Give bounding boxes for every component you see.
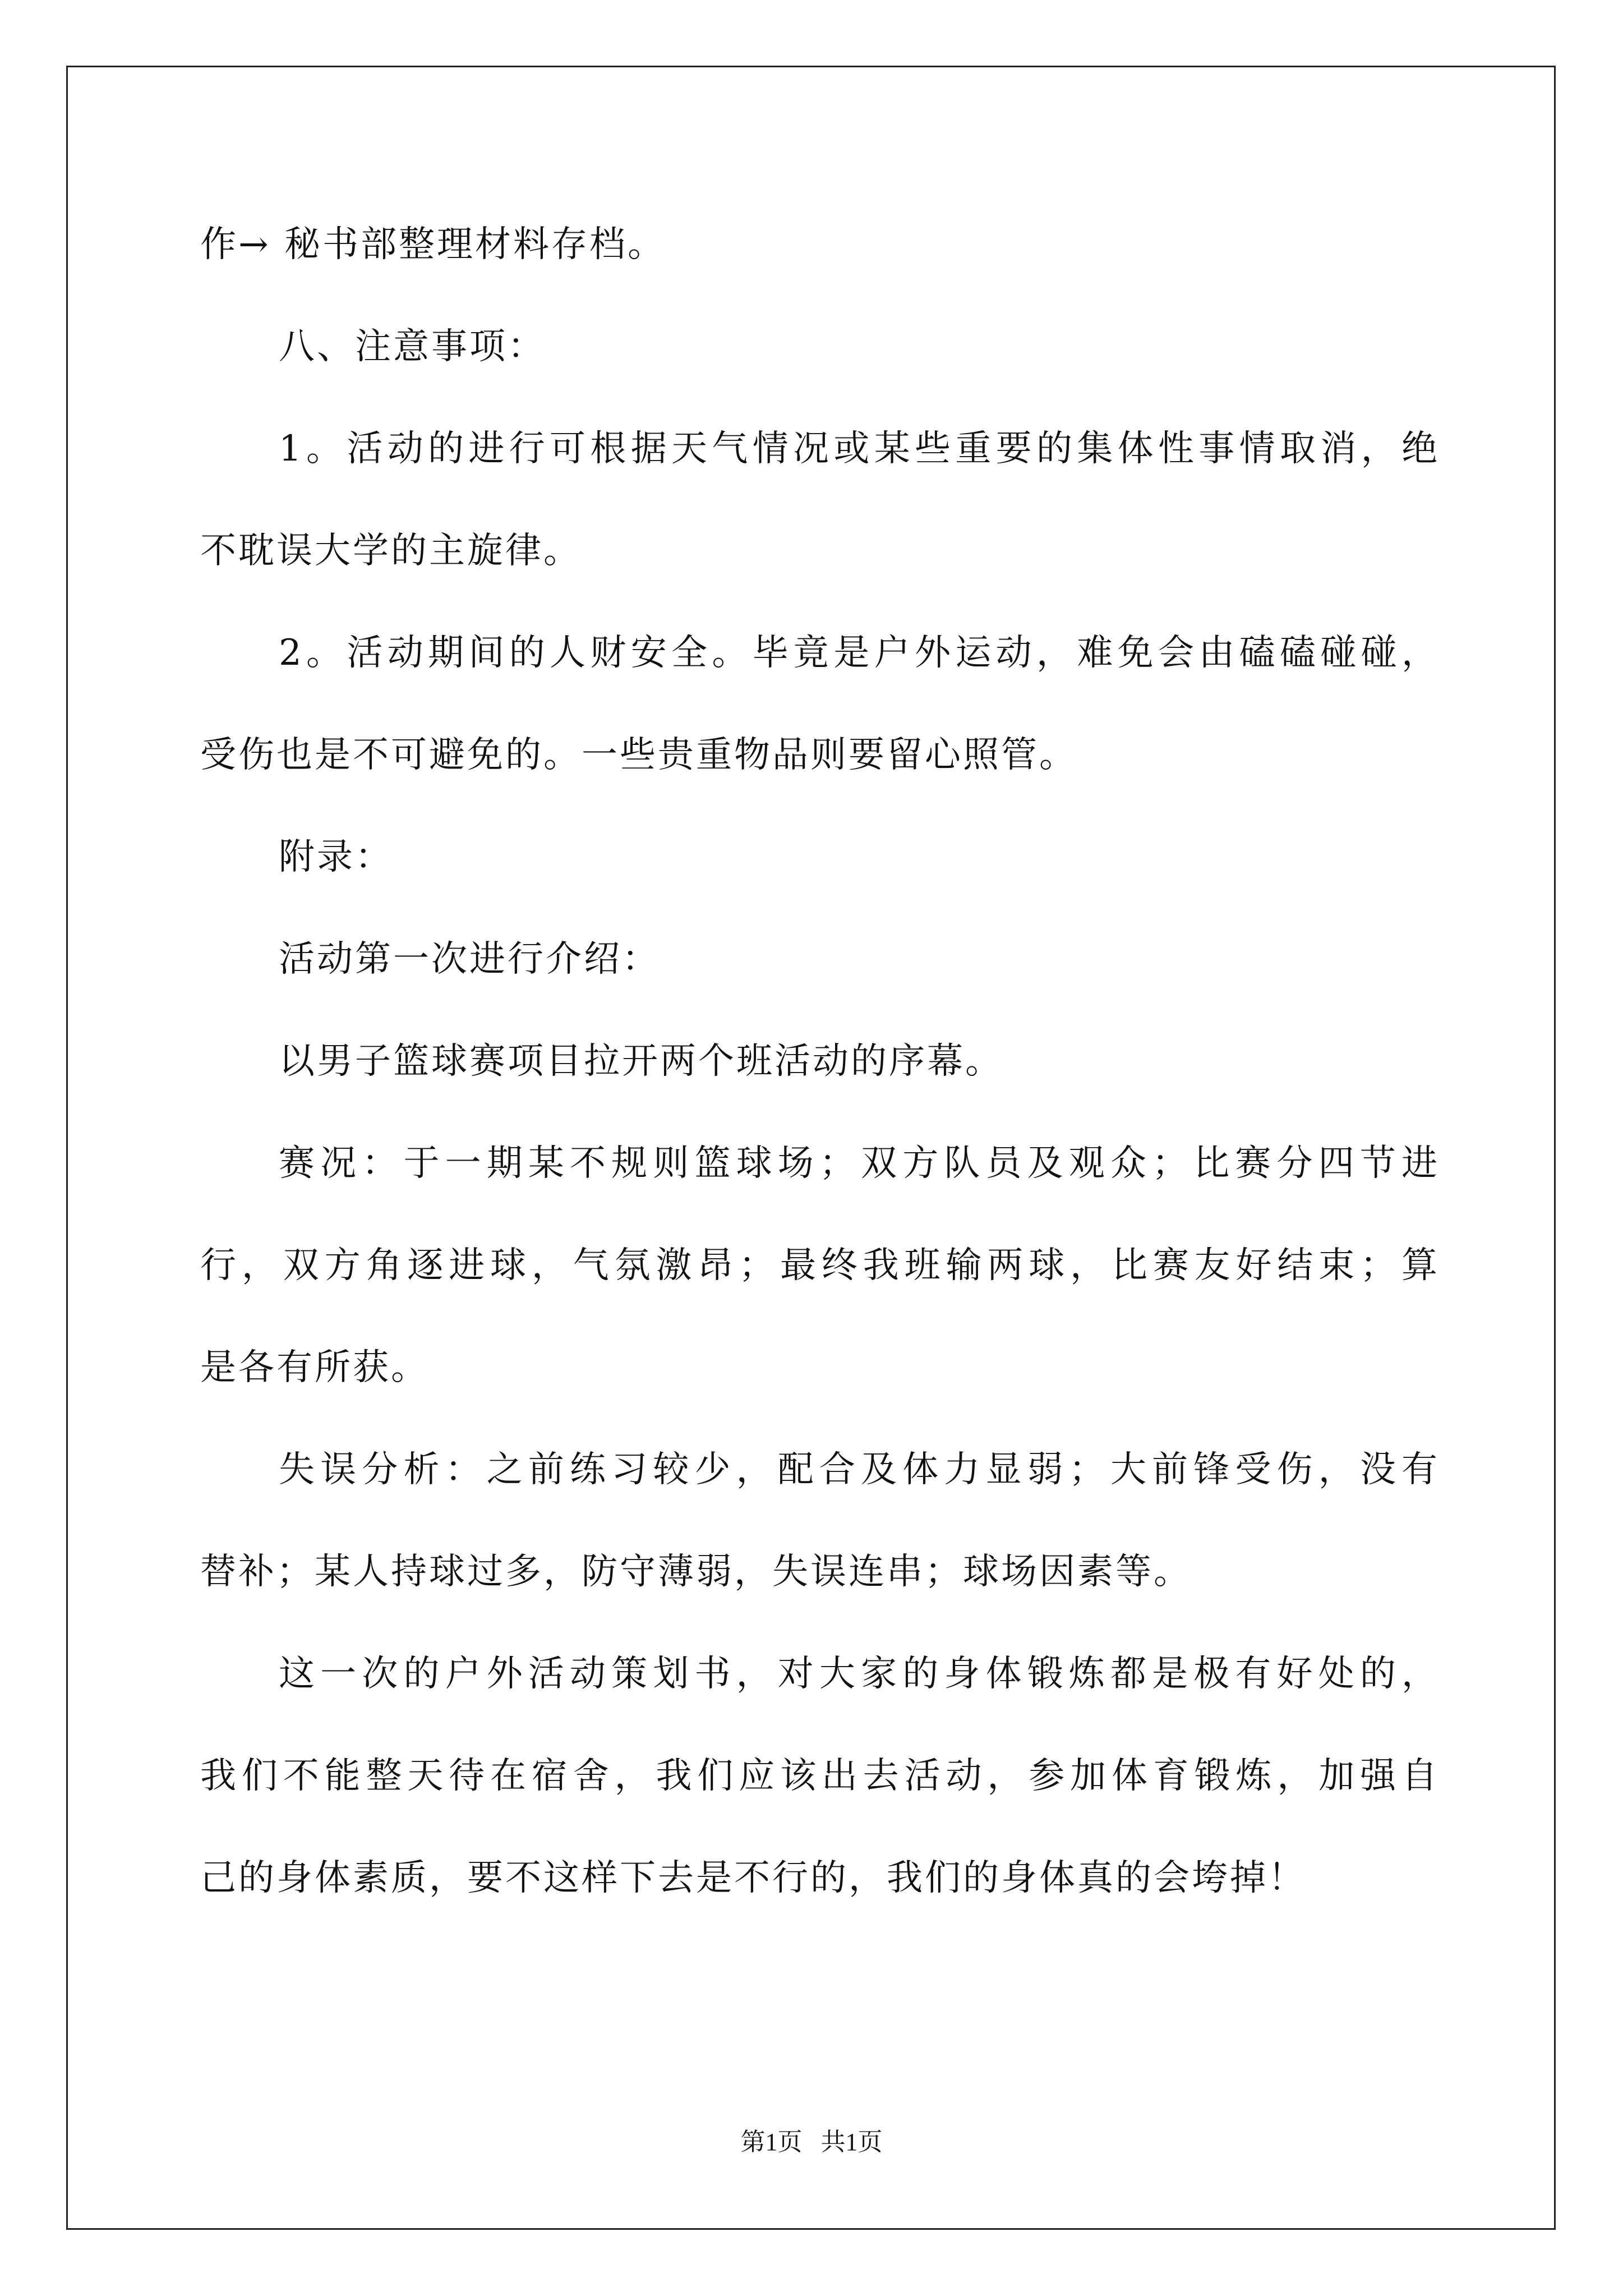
paragraph-line: 活动第一次进行介绍：: [279, 938, 660, 980]
paragraph-line: 赛况：于一期某不规则篮球场；双方队员及观众；比赛分四节进: [279, 1143, 1440, 1184]
paragraph-line: 失误分析：之前练习较少，配合及体力显弱；大前锋受伤，没有: [279, 1449, 1440, 1490]
page-footer: 第1页 共1页: [740, 2128, 883, 2156]
paragraph-line: 2。活动期间的人财安全。毕竟是户外运动，难免会由磕磕碰碰，: [279, 632, 1440, 674]
paragraph-line: 以男子篮球赛项目拉开两个班活动的序幕。: [279, 1041, 1003, 1082]
section-heading-notes: 八、注意事项：: [279, 326, 546, 367]
paragraph-line: 不耽误大学的主旋律。: [200, 530, 582, 572]
section-heading-appendix: 附录：: [279, 836, 393, 878]
paragraph-line: 行，双方角逐进球，气氛激昂；最终我班输两球，比赛友好结束；算: [200, 1245, 1440, 1286]
paragraph-line: 我们不能整天待在宿舍，我们应该出去活动，参加体育锻炼，加强自: [200, 1755, 1440, 1797]
paragraph-line: 己的身体素质，要不这样下去是不行的，我们的身体真的会垮掉！: [200, 1857, 1306, 1899]
paragraph-line: 替补；某人持球过多，防守薄弱，失误连串；球场因素等。: [200, 1551, 1192, 1593]
document-body: [200, 219, 1440, 1904]
paragraph-line: 1。活动的进行可根据天气情况或某些重要的集体性事情取消，绝: [279, 428, 1440, 470]
paragraph-line: 作→ 秘书部整理材料存档。: [200, 224, 666, 265]
paragraph-line: 受伤也是不可避免的。一些贵重物品则要留心照管。: [200, 734, 1077, 776]
paragraph-line: 是各有所获。: [200, 1347, 429, 1388]
paragraph-line: 这一次的户外活动策划书，对大家的身体锻炼都是极有好处的，: [279, 1653, 1440, 1695]
